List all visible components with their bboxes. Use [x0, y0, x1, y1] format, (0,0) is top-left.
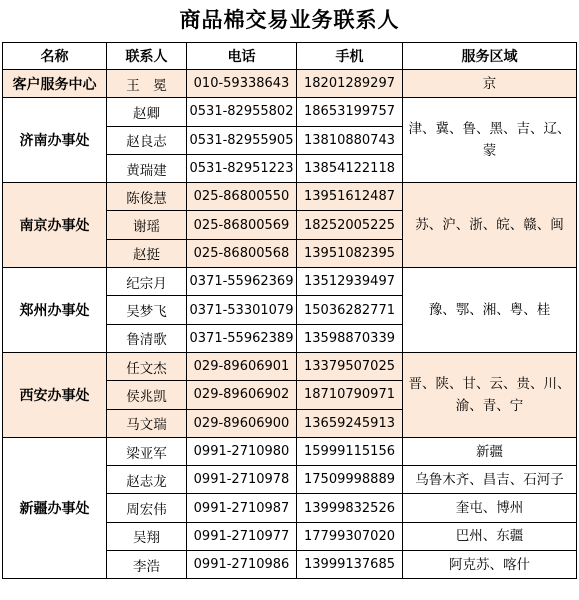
phone-number: 025-86800568 — [187, 239, 297, 267]
phone-number: 029-89606900 — [187, 409, 297, 437]
contact-name: 李浩 — [107, 551, 187, 579]
header-area: 服务区域 — [403, 43, 577, 70]
service-area: 晋、陕、甘、云、贵、川、渝、青、宁 — [403, 352, 577, 437]
phone-number: 010-59338643 — [187, 70, 297, 98]
mobile-number: 17509998889 — [297, 466, 403, 494]
office-name: 南京办事处 — [3, 183, 107, 268]
mobile-number: 18710790971 — [297, 381, 403, 409]
contact-name: 马文瑞 — [107, 409, 187, 437]
phone-number: 029-89606901 — [187, 352, 297, 380]
office-name: 西安办事处 — [3, 352, 107, 437]
mobile-number: 13951612487 — [297, 183, 403, 211]
contact-name: 陈俊慧 — [107, 183, 187, 211]
phone-number: 025-86800550 — [187, 183, 297, 211]
phone-number: 0991-2710980 — [187, 437, 297, 465]
mobile-number: 13512939497 — [297, 268, 403, 296]
office-name: 郑州办事处 — [3, 268, 107, 353]
mobile-number: 18252005225 — [297, 211, 403, 239]
phone-number: 0531-82955905 — [187, 126, 297, 154]
service-area: 豫、鄂、湘、粤、桂 — [403, 268, 577, 353]
mobile-number: 15036282771 — [297, 296, 403, 324]
contact-name: 纪宗月 — [107, 268, 187, 296]
contact-name: 黄瑞建 — [107, 154, 187, 182]
table-row — [3, 352, 577, 380]
phone-number: 029-89606902 — [187, 381, 297, 409]
office-name: 客户服务中心 — [3, 70, 107, 98]
mobile-number: 13999137685 — [297, 551, 403, 579]
header-contact: 联系人 — [107, 43, 187, 70]
service-area: 巴州、东疆 — [403, 522, 577, 550]
header-mobile: 手机 — [297, 43, 403, 70]
mobile-number: 13999832526 — [297, 494, 403, 522]
contact-name: 梁亚军 — [107, 437, 187, 465]
contact-name: 鲁清歌 — [107, 324, 187, 352]
contact-name: 吴梦飞 — [107, 296, 187, 324]
mobile-number: 15999115156 — [297, 437, 403, 465]
contact-name: 侯兆凯 — [107, 381, 187, 409]
header-name: 名称 — [3, 43, 107, 70]
contacts-table-body — [3, 70, 577, 579]
mobile-number: 13379507025 — [297, 352, 403, 380]
phone-number: 0991-2710977 — [187, 522, 297, 550]
page-title: 商品棉交易业务联系人 — [179, 7, 400, 32]
header-phone: 电话 — [187, 43, 297, 70]
service-area: 阿克苏、喀什 — [403, 551, 577, 579]
phone-number: 0991-2710987 — [187, 494, 297, 522]
mobile-number: 13810880743 — [297, 126, 403, 154]
mobile-number: 18201289297 — [297, 70, 403, 98]
mobile-number: 18653199757 — [297, 98, 403, 126]
contact-name: 赵挺 — [107, 239, 187, 267]
phone-number: 0371-55962389 — [187, 324, 297, 352]
service-area: 奎屯、博州 — [403, 494, 577, 522]
service-area: 津、冀、鲁、黑、吉、辽、蒙 — [403, 98, 577, 183]
phone-number: 0531-82951223 — [187, 154, 297, 182]
contact-name: 赵卿 — [107, 98, 187, 126]
table-row — [3, 70, 577, 98]
table-row — [3, 437, 577, 465]
service-area: 京 — [403, 70, 577, 98]
mobile-number: 17799307020 — [297, 522, 403, 550]
phone-number: 0371-53301079 — [187, 296, 297, 324]
service-area: 新疆 — [403, 437, 577, 465]
mobile-number: 13951082395 — [297, 239, 403, 267]
contact-name: 谢瑶 — [107, 211, 187, 239]
phone-number: 0991-2710986 — [187, 551, 297, 579]
contact-name: 赵良志 — [107, 126, 187, 154]
table-row — [3, 183, 577, 211]
phone-number: 0371-55962369 — [187, 268, 297, 296]
mobile-number: 13854122118 — [297, 154, 403, 182]
service-area: 乌鲁木齐、昌吉、石河子 — [403, 466, 577, 494]
phone-number: 0991-2710978 — [187, 466, 297, 494]
table-header-row — [3, 43, 577, 70]
phone-number: 025-86800569 — [187, 211, 297, 239]
contact-name: 吴翔 — [107, 522, 187, 550]
contact-name: 赵志龙 — [107, 466, 187, 494]
contact-name: 周宏伟 — [107, 494, 187, 522]
contact-name: 任文杰 — [107, 352, 187, 380]
service-area: 苏、沪、浙、皖、赣、闽 — [403, 183, 577, 268]
phone-number: 0531-82955802 — [187, 98, 297, 126]
table-row — [3, 98, 577, 126]
office-name: 新疆办事处 — [3, 437, 107, 578]
table-row — [3, 268, 577, 296]
mobile-number: 13598870339 — [297, 324, 403, 352]
office-name: 济南办事处 — [3, 98, 107, 183]
contact-name: 王 冕 — [107, 70, 187, 98]
mobile-number: 13659245913 — [297, 409, 403, 437]
contacts-table — [2, 42, 577, 579]
